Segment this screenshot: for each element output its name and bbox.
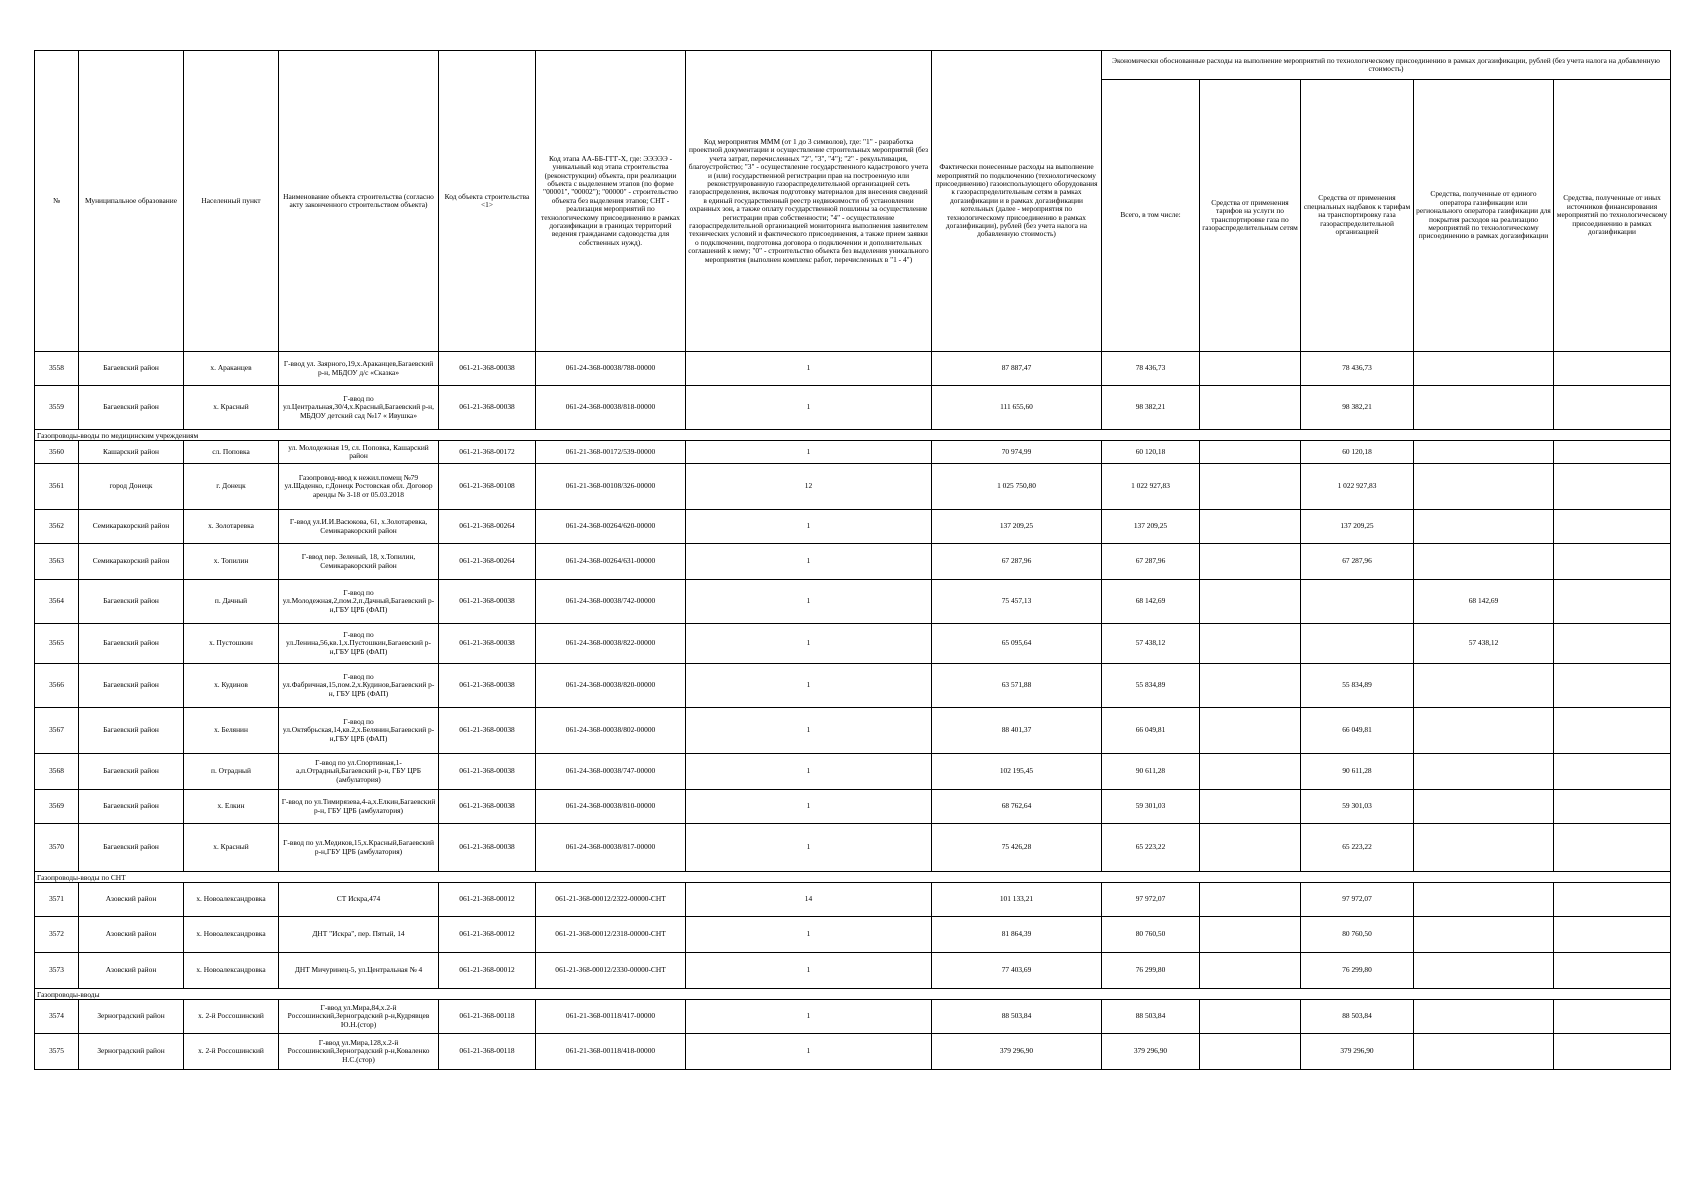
cell-tariff (1200, 352, 1301, 386)
cell-tariff (1200, 624, 1301, 664)
cell-special: 88 503,84 (1301, 1000, 1414, 1034)
cell-other (1554, 352, 1671, 386)
cell-activity-code: 1 (686, 1000, 932, 1034)
cell-actual-costs: 68 762,64 (932, 790, 1102, 824)
cell-municipality: Азовский район (79, 953, 184, 989)
cell-other (1554, 1034, 1671, 1070)
cell-num: 3574 (35, 1000, 79, 1034)
cell-activity-code: 1 (686, 917, 932, 953)
cell-special: 98 382,21 (1301, 386, 1414, 430)
cell-activity-code: 1 (686, 708, 932, 754)
cell-operator (1414, 790, 1554, 824)
cell-municipality: Багаевский район (79, 386, 184, 430)
cell-total: 57 438,12 (1102, 624, 1200, 664)
section-row (35, 430, 1671, 441)
cell-operator (1414, 953, 1554, 989)
table-row (35, 386, 1671, 430)
cell-total: 137 209,25 (1102, 510, 1200, 544)
cell-tariff (1200, 824, 1301, 872)
cell-locality: г. Донецк (184, 464, 279, 510)
cell-object-code: 061-21-368-00038 (439, 754, 536, 790)
cell-municipality: Багаевский район (79, 580, 184, 624)
cell-other (1554, 580, 1671, 624)
table-row (35, 352, 1671, 386)
table-row (35, 1034, 1671, 1070)
cell-object-code: 061-21-368-00038 (439, 824, 536, 872)
cell-tariff (1200, 510, 1301, 544)
cell-object-name: Г-ввод по ул.Молодежная,2,пом.2,п.Дачный,Багаевский р-н,ГБУ ЦРБ (ФАП) (279, 580, 439, 624)
cell-actual-costs: 379 296,90 (932, 1034, 1102, 1070)
section-row (35, 989, 1671, 1000)
cell-actual-costs: 75 426,28 (932, 824, 1102, 872)
cell-total: 78 436,73 (1102, 352, 1200, 386)
cell-stage-code: 061-24-368-00038/810-00000 (536, 790, 686, 824)
cell-municipality: Зерноградский район (79, 1000, 184, 1034)
cell-activity-code: 1 (686, 544, 932, 580)
cell-actual-costs: 88 401,37 (932, 708, 1102, 754)
cell-special: 1 022 927,83 (1301, 464, 1414, 510)
cell-num: 3568 (35, 754, 79, 790)
cell-municipality: Багаевский район (79, 708, 184, 754)
cell-actual-costs: 65 095,64 (932, 624, 1102, 664)
cell-object-code: 061-21-368-00012 (439, 883, 536, 917)
cell-stage-code: 061-21-368-00118/417-00000 (536, 1000, 686, 1034)
cell-activity-code: 1 (686, 664, 932, 708)
cell-object-name: Г-ввод по ул.Спортивная,1-а,п.Отрадный,Багаевский р-н, ГБУ ЦРБ (амбулатория) (279, 754, 439, 790)
cell-special: 90 611,28 (1301, 754, 1414, 790)
cell-special: 137 209,25 (1301, 510, 1414, 544)
cell-activity-code: 1 (686, 352, 932, 386)
cell-locality: х. Новоалександровка (184, 917, 279, 953)
tariff-table (34, 50, 1671, 1070)
cell-num: 3563 (35, 544, 79, 580)
cell-other (1554, 664, 1671, 708)
cell-object-code: 061-21-368-00012 (439, 953, 536, 989)
cell-stage-code: 061-21-368-00172/539-00000 (536, 441, 686, 464)
table-header (35, 51, 1671, 352)
table-row (35, 664, 1671, 708)
cell-num: 3558 (35, 352, 79, 386)
cell-tariff (1200, 790, 1301, 824)
cell-tariff (1200, 386, 1301, 430)
cell-operator (1414, 708, 1554, 754)
cell-actual-costs: 101 133,21 (932, 883, 1102, 917)
cell-object-code: 061-21-368-00108 (439, 464, 536, 510)
cell-object-name: Г-ввод по ул.Тимирязева,4-а,х.Елкин,Багаевский р-н, ГБУ ЦРБ (амбулатория) (279, 790, 439, 824)
cell-other (1554, 790, 1671, 824)
cell-stage-code: 061-21-368-00118/418-00000 (536, 1034, 686, 1070)
cell-actual-costs: 75 457,13 (932, 580, 1102, 624)
cell-locality: х. Новоалександровка (184, 883, 279, 917)
cell-object-code: 061-21-368-00038 (439, 708, 536, 754)
cell-object-code: 061-21-368-00038 (439, 386, 536, 430)
cell-tariff (1200, 883, 1301, 917)
header-object-code: Код объекта строительства <1> (439, 51, 536, 352)
cell-operator (1414, 352, 1554, 386)
cell-total: 90 611,28 (1102, 754, 1200, 790)
cell-activity-code: 1 (686, 580, 932, 624)
table-row (35, 580, 1671, 624)
table-row (35, 708, 1671, 754)
cell-actual-costs: 81 864,39 (932, 917, 1102, 953)
cell-object-name: Г-ввод по ул.Октябрьская,14,кв.2,х.Белянин,Багаевский р-н,ГБУ ЦРБ (ФАП) (279, 708, 439, 754)
cell-object-code: 061-21-368-00038 (439, 790, 536, 824)
cell-locality: х. 2-й Россошинский (184, 1034, 279, 1070)
cell-total: 1 022 927,83 (1102, 464, 1200, 510)
header-tariff-transport: Средства от применения тарифов на услуги по транспортировке газа по газораспределительным сетям (1200, 80, 1301, 352)
cell-total: 59 301,03 (1102, 790, 1200, 824)
cell-num: 3564 (35, 580, 79, 624)
cell-total: 65 223,22 (1102, 824, 1200, 872)
cell-operator (1414, 544, 1554, 580)
cell-other (1554, 1000, 1671, 1034)
cell-activity-code: 14 (686, 883, 932, 917)
cell-activity-code: 1 (686, 386, 932, 430)
table-row (35, 1000, 1671, 1034)
cell-tariff (1200, 1000, 1301, 1034)
cell-object-name: Г-ввод ул.Мира,84,х.2-й Россошинский,Зерноградский р-н,Кудрявцев Ю.Н.(стор) (279, 1000, 439, 1034)
cell-locality: сл. Поповка (184, 441, 279, 464)
cell-object-name: Газопровод-ввод к нежил.помещ №79 ул.Щаденко, г.Донецк Ростовская обл. Договор аренды № 3-18 от 05.03.2018 (279, 464, 439, 510)
cell-special: 78 436,73 (1301, 352, 1414, 386)
cell-stage-code: 061-24-368-00038/820-00000 (536, 664, 686, 708)
cell-object-name: ДНТ "Искра", пер. Пятый, 14 (279, 917, 439, 953)
cell-special: 55 834,89 (1301, 664, 1414, 708)
cell-actual-costs: 102 195,45 (932, 754, 1102, 790)
cell-special: 66 049,81 (1301, 708, 1414, 754)
cell-total: 76 299,80 (1102, 953, 1200, 989)
cell-tariff (1200, 1034, 1301, 1070)
cell-operator (1414, 917, 1554, 953)
cell-stage-code: 061-24-368-00038/802-00000 (536, 708, 686, 754)
table-row (35, 883, 1671, 917)
cell-operator: 68 142,69 (1414, 580, 1554, 624)
cell-object-code: 061-21-368-00038 (439, 664, 536, 708)
cell-total: 67 287,96 (1102, 544, 1200, 580)
cell-actual-costs: 137 209,25 (932, 510, 1102, 544)
cell-stage-code: 061-24-368-00038/818-00000 (536, 386, 686, 430)
cell-tariff (1200, 544, 1301, 580)
cell-object-code: 061-21-368-00118 (439, 1034, 536, 1070)
cell-locality: х. Красный (184, 386, 279, 430)
header-total: Всего, в том числе: (1102, 80, 1200, 352)
header-econ-group: Экономически обоснованные расходы на выполнение мероприятий по технологическому присоединению в рамках догазификации, рублей (без учета налога на добавленную стоимость) (1102, 51, 1671, 80)
cell-locality: х. Араканцев (184, 352, 279, 386)
cell-num: 3573 (35, 953, 79, 989)
cell-special: 65 223,22 (1301, 824, 1414, 872)
cell-object-code: 061-21-368-00172 (439, 441, 536, 464)
cell-activity-code: 1 (686, 441, 932, 464)
cell-municipality: Багаевский район (79, 754, 184, 790)
cell-num: 3561 (35, 464, 79, 510)
cell-other (1554, 754, 1671, 790)
cell-operator (1414, 441, 1554, 464)
cell-other (1554, 464, 1671, 510)
cell-locality: х. Новоалександровка (184, 953, 279, 989)
cell-activity-code: 1 (686, 824, 932, 872)
cell-stage-code: 061-24-368-00038/742-00000 (536, 580, 686, 624)
cell-total: 68 142,69 (1102, 580, 1200, 624)
header-other-funds: Средства, полученные от иных источников финансирования мероприятий по технологическому присоединению в рамках догазификации (1554, 80, 1671, 352)
cell-actual-costs: 111 655,60 (932, 386, 1102, 430)
cell-num: 3567 (35, 708, 79, 754)
cell-stage-code: 061-24-368-00038/788-00000 (536, 352, 686, 386)
cell-special: 60 120,18 (1301, 441, 1414, 464)
cell-total: 66 049,81 (1102, 708, 1200, 754)
header-operator-funds: Средства, полученные от единого оператора газификации или регионального оператора газификации для покрытия расходов на реализацию мероприятий по технологическому присоединению в рамках догазификации (1414, 80, 1554, 352)
cell-tariff (1200, 953, 1301, 989)
cell-num: 3560 (35, 441, 79, 464)
cell-locality: х. Белянин (184, 708, 279, 754)
cell-operator: 57 438,12 (1414, 624, 1554, 664)
table-row (35, 544, 1671, 580)
table-row (35, 441, 1671, 464)
header-special-markups: Средства от применения специальных надбавок к тарифам на транспортировку газа газораспределительной организацией (1301, 80, 1414, 352)
cell-municipality: Багаевский район (79, 790, 184, 824)
cell-actual-costs: 88 503,84 (932, 1000, 1102, 1034)
cell-actual-costs: 63 571,88 (932, 664, 1102, 708)
cell-total: 379 296,90 (1102, 1034, 1200, 1070)
cell-other (1554, 824, 1671, 872)
cell-object-name: Г-ввод по ул.Фабричная,15,пом.2,х.Кудинов,Багаевский р-н, ГБУ ЦРБ (ФАП) (279, 664, 439, 708)
cell-actual-costs: 70 974,99 (932, 441, 1102, 464)
cell-special: 59 301,03 (1301, 790, 1414, 824)
cell-actual-costs: 77 403,69 (932, 953, 1102, 989)
cell-municipality: Азовский район (79, 883, 184, 917)
header-num: № (35, 51, 79, 352)
cell-stage-code: 061-24-368-00264/631-00000 (536, 544, 686, 580)
cell-stage-code: 061-21-368-00012/2322-00000-СНТ (536, 883, 686, 917)
cell-activity-code: 1 (686, 1034, 932, 1070)
cell-other (1554, 386, 1671, 430)
cell-municipality: Азовский район (79, 917, 184, 953)
cell-num: 3565 (35, 624, 79, 664)
cell-tariff (1200, 708, 1301, 754)
cell-object-name: Г-ввод по ул.Медиков,15,х.Красный,Багаевский р-н,ГБУ ЦРБ (амбулатория) (279, 824, 439, 872)
cell-total: 88 503,84 (1102, 1000, 1200, 1034)
cell-object-name: Г-ввод ул.Мира,128,х.2-й Россошинский,Зерноградский р-н,Коваленко Н.С.(стор) (279, 1034, 439, 1070)
cell-total: 80 760,50 (1102, 917, 1200, 953)
cell-municipality: город Донецк (79, 464, 184, 510)
cell-special: 76 299,80 (1301, 953, 1414, 989)
cell-stage-code: 061-21-368-00108/326-00000 (536, 464, 686, 510)
cell-municipality: Кашарский район (79, 441, 184, 464)
cell-total: 55 834,89 (1102, 664, 1200, 708)
cell-special: 379 296,90 (1301, 1034, 1414, 1070)
cell-activity-code: 1 (686, 953, 932, 989)
cell-object-name: Г-ввод по ул.Центральная,30/4,х.Красный,Багаевский р-н, МБДОУ детский сад №17 « Ивушка» (279, 386, 439, 430)
cell-stage-code: 061-24-368-00264/620-00000 (536, 510, 686, 544)
cell-total: 98 382,21 (1102, 386, 1200, 430)
cell-operator (1414, 664, 1554, 708)
cell-object-code: 061-21-368-00038 (439, 580, 536, 624)
cell-object-name: Г-ввод по ул.Ленина,56,кв.1,х.Пустошкин,Багаевский р-н,ГБУ ЦРБ (ФАП) (279, 624, 439, 664)
cell-object-name: Г-ввод ул.И.И.Васюкова, 61, х.Золотаревка, Семикаракорский район (279, 510, 439, 544)
cell-other (1554, 544, 1671, 580)
cell-special: 97 972,07 (1301, 883, 1414, 917)
cell-activity-code: 1 (686, 790, 932, 824)
cell-object-name: ул. Молодежная 19, сл. Поповка, Кашарский район (279, 441, 439, 464)
cell-actual-costs: 1 025 750,80 (932, 464, 1102, 510)
cell-activity-code: 1 (686, 510, 932, 544)
section-title: Газопроводы-вводы по СНТ (35, 872, 1671, 883)
cell-tariff (1200, 754, 1301, 790)
section-title: Газопроводы-вводы по медицинским учреждениям (35, 430, 1671, 441)
cell-object-code: 061-21-368-00012 (439, 917, 536, 953)
table-row (35, 790, 1671, 824)
cell-locality: х. Красный (184, 824, 279, 872)
table-row (35, 510, 1671, 544)
table-row (35, 917, 1671, 953)
cell-locality: х. Кудинов (184, 664, 279, 708)
cell-object-code: 061-21-368-00038 (439, 624, 536, 664)
cell-other (1554, 883, 1671, 917)
cell-locality: х. Пустошкин (184, 624, 279, 664)
cell-stage-code: 061-24-368-00038/747-00000 (536, 754, 686, 790)
cell-municipality: Багаевский район (79, 624, 184, 664)
cell-object-code: 061-21-368-00038 (439, 352, 536, 386)
cell-other (1554, 917, 1671, 953)
cell-object-name: СТ Искра,474 (279, 883, 439, 917)
cell-activity-code: 1 (686, 754, 932, 790)
cell-special: 80 760,50 (1301, 917, 1414, 953)
cell-object-code: 061-21-368-00264 (439, 510, 536, 544)
header-object-name: Наименование объекта строительства (согласно акту законченного строительством объекта) (279, 51, 439, 352)
cell-object-code: 061-21-368-00264 (439, 544, 536, 580)
cell-num: 3570 (35, 824, 79, 872)
cell-municipality: Семикаракорский район (79, 544, 184, 580)
cell-locality: х. 2-й Россошинский (184, 1000, 279, 1034)
cell-other (1554, 510, 1671, 544)
table-row (35, 754, 1671, 790)
cell-other (1554, 708, 1671, 754)
cell-operator (1414, 464, 1554, 510)
cell-object-name: ДНТ Мичуринец-5, ул.Центральная № 4 (279, 953, 439, 989)
cell-activity-code: 1 (686, 624, 932, 664)
cell-locality: х. Топилин (184, 544, 279, 580)
cell-tariff (1200, 917, 1301, 953)
cell-municipality: Зерноградский район (79, 1034, 184, 1070)
cell-tariff (1200, 464, 1301, 510)
section-row (35, 872, 1671, 883)
cell-total: 60 120,18 (1102, 441, 1200, 464)
cell-actual-costs: 87 887,47 (932, 352, 1102, 386)
cell-actual-costs: 67 287,96 (932, 544, 1102, 580)
cell-activity-code: 12 (686, 464, 932, 510)
cell-object-name: Г-ввод пер. Зеленый, 18, х.Топилин, Семикаракорский район (279, 544, 439, 580)
cell-locality: п. Дачный (184, 580, 279, 624)
cell-total: 97 972,07 (1102, 883, 1200, 917)
document-sheet (34, 50, 1671, 1070)
table-row (35, 624, 1671, 664)
table-body (35, 352, 1671, 1070)
table-row (35, 464, 1671, 510)
header-stage-code: Код этапа АА-ББ-ГГГ-Х, где: ЭЭЭЭЭ - уникальный код этапа строительства (реконструкции) объекта, при реализации объекта с выделением этапов (по форме "00001", "00002"); "00000" - строительство объекта без выделения этапов; СНТ - реализация мероприятий по технологическому присоединению в рамках догазификации в границах территорий ведения гражданами садоводства для собственных нужд). (536, 51, 686, 352)
cell-operator (1414, 883, 1554, 917)
cell-num: 3562 (35, 510, 79, 544)
cell-other (1554, 953, 1671, 989)
cell-stage-code: 061-24-368-00038/822-00000 (536, 624, 686, 664)
cell-operator (1414, 1034, 1554, 1070)
cell-stage-code: 061-21-368-00012/2318-00000-СНТ (536, 917, 686, 953)
cell-tariff (1200, 441, 1301, 464)
cell-municipality: Багаевский район (79, 664, 184, 708)
table-row (35, 953, 1671, 989)
cell-special (1301, 580, 1414, 624)
header-actual-costs: Фактически понесенные расходы на выполнение мероприятий по подключению (технологическому присоединению) газоиспользующего оборудования к газораспределительным сетям в рамках догазификации и в рамках догазификации котельных (далее - мероприятия по технологическому присоединению в рамках догазификации), рублей (без учета налога на добавленную стоимость) (932, 51, 1102, 352)
cell-num: 3566 (35, 664, 79, 708)
cell-operator (1414, 1000, 1554, 1034)
cell-municipality: Семикаракорский район (79, 510, 184, 544)
cell-num: 3572 (35, 917, 79, 953)
cell-operator (1414, 824, 1554, 872)
cell-num: 3571 (35, 883, 79, 917)
cell-stage-code: 061-24-368-00038/817-00000 (536, 824, 686, 872)
cell-tariff (1200, 580, 1301, 624)
cell-locality: п. Отрадный (184, 754, 279, 790)
cell-special (1301, 624, 1414, 664)
header-municipality: Муниципальное образование (79, 51, 184, 352)
cell-num: 3575 (35, 1034, 79, 1070)
cell-municipality: Багаевский район (79, 824, 184, 872)
cell-operator (1414, 754, 1554, 790)
cell-operator (1414, 386, 1554, 430)
header-activity-code: Код мероприятия МММ (от 1 до 3 символов), где: "1" - разработка проектной документации и осуществление строительных мероприятий (без учета затрат, перечисленных "2", "3", "4"); "2" - рекультивация, благоустройство; "3" - осуществление государственного кадастрового учета и (или) государственной регистрации прав на построенную или реконструированную газораспределительной организацией сеть газораспределения, включая подготовку материалов для внесения сведений в единый государственный реестр недвижимости об установлении охранных зон, а также оплату государственной пошлины за осуществление регистрации прав собственности; "4" - осуществление газораспределительной организацией мониторинга выполнения заявителем технических условий и фактического присоединения, а также прием заявки о подключении, подготовка договора о подключении и дополнительных соглашений к нему; "0" - строительство объекта без выделения уникального мероприятия (выполнен комплекс работ, перечисленных в "1 - 4") (686, 51, 932, 352)
cell-special: 67 287,96 (1301, 544, 1414, 580)
cell-stage-code: 061-21-368-00012/2330-00000-СНТ (536, 953, 686, 989)
cell-locality: х. Елкин (184, 790, 279, 824)
cell-num: 3559 (35, 386, 79, 430)
cell-object-code: 061-21-368-00118 (439, 1000, 536, 1034)
cell-other (1554, 441, 1671, 464)
cell-operator (1414, 510, 1554, 544)
cell-tariff (1200, 664, 1301, 708)
cell-locality: х. Золотаревка (184, 510, 279, 544)
cell-num: 3569 (35, 790, 79, 824)
section-title: Газопроводы-вводы (35, 989, 1671, 1000)
table-row (35, 824, 1671, 872)
cell-other (1554, 624, 1671, 664)
cell-municipality: Багаевский район (79, 352, 184, 386)
header-locality: Населенный пункт (184, 51, 279, 352)
cell-object-name: Г-ввод ул. Заярного,19,х.Араканцев,Багаевский р-н, МБДОУ д/с «Сказка» (279, 352, 439, 386)
